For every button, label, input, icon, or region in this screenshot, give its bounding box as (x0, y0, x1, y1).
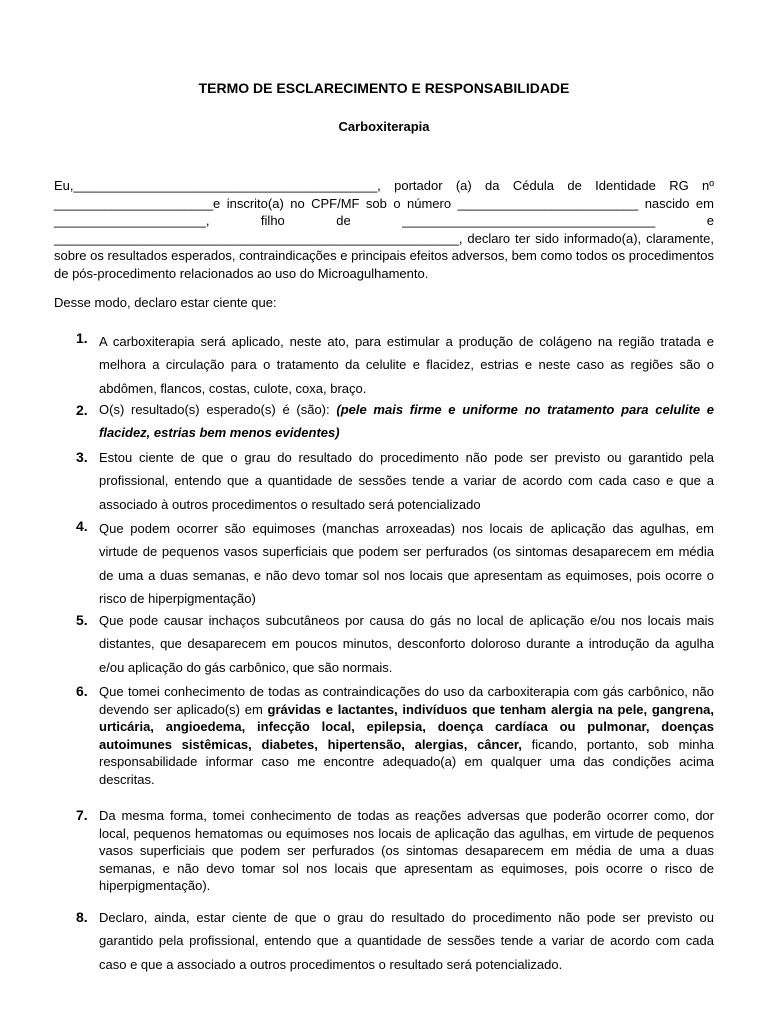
item-text-content: Que tomei conhecimento de todas as contraindicações do uso da carboxiterapia com gás carbônico, não devendo ser aplicado(s) em (99, 684, 714, 717)
item-number: 8. (76, 909, 88, 925)
item-bold-contraindications: grávidas e lactantes, indivíduos que tenham alergia na pele, gangrena, urticária, angioedema, infecção local, epilepsia, doença cardíaca ou pulmonar, doenças autoimunes sistêmicas, diabetes, hipertensão, alergias, câncer, (99, 701, 715, 752)
item-text (99, 517, 714, 610)
item-text-content: Declaro, ainda, estar ciente de que o grau do resultado do procedimento não pode ser previsto ou garantido pela profissional, entendo que a quantidade de sessões tende a variar de acordo com cada caso e que a associado a outros procedimentos o resultado será potencializado. (99, 910, 714, 972)
item-number: 2. (76, 402, 88, 418)
item-text-content: Que pode causar inchaços subcutâneos por causa do gás no local de aplicação e/ou nos locais mais distantes, que desaparecem em poucos minutos, desconforto doloroso durante a introdução da agulha e/ou aplicação do gás carbônico, que são normais. (99, 613, 714, 675)
item-text (99, 807, 714, 895)
item-text (99, 330, 714, 400)
item-number: 6. (76, 683, 88, 699)
item-number: 3. (76, 449, 88, 465)
item-number: 4. (76, 518, 88, 534)
item-text-content: Da mesma forma, tomei conhecimento de todas as reações adversas que poderão ocorrer como, dor local, pequenos hematomas ou equimoses nos locais de aplicação das agulhas, em virtude de pequenos vasos superficiais que podem ser perfurados (os sintomas desaparecem em média de uma a duas semanas, e não devo tomar sol nos locais que apresentam as equimoses, pois ocorre o risco de hiperpigmentação). (99, 808, 714, 894)
lead-sentence: Desse modo, declaro estar ciente que: (54, 295, 277, 310)
item-text (99, 609, 714, 679)
item-text-content: Estou ciente de que o grau do resultado do procedimento não pode ser previsto ou garantido pela profissional, entendo que a quantidade de sessões tende a variar de acordo com cada caso e que a associado à outros procedimentos o resultado será potencializado (99, 450, 714, 512)
item-emphasis: (pele mais firme e uniforme no tratamento para celulite e flacidez, estrias bem menos evidentes) (99, 402, 715, 441)
item-text (99, 446, 714, 516)
document-subtitle: Carboxiterapia (338, 119, 430, 134)
item-number: 1. (76, 330, 88, 346)
item-text-continuation: ficando, portanto, sob minha responsabilidade informar caso me encontre adequado(a) em qualquer uma das condições acima descritas. (99, 736, 714, 787)
item-number: 7. (76, 807, 88, 823)
item-text (99, 683, 714, 789)
item-text (99, 398, 714, 445)
item-text-content: Que podem ocorrer são equimoses (manchas arroxeadas) nos locais de aplicação das agulhas, em virtude de pequenos vasos superficiais que podem ser perfurados (os sintomas desaparecem em média de uma a duas semanas, e não devo tomar sol nos locais que apresentam as equimoses, pois ocorre o risco de hiperpigmentação) (99, 521, 714, 606)
document-title: TERMO DE ESCLARECIMENTO E RESPONSABILIDADE (198, 80, 570, 96)
item-number: 5. (76, 612, 88, 628)
item-text-content: A carboxiterapia será aplicado, neste ato, para estimular a produção de colágeno na região tratada e melhora a circulação para o tratamento da celulite e flacidez, estrias e neste caso as regiões são o abdômen, flancos, costas, culote, coxa, braço. (99, 334, 714, 396)
item-text-content: O(s) resultado(s) esperado(s) é (são): (99, 402, 337, 417)
item-text (99, 906, 714, 976)
declaration-paragraph: Eu,__________________________________________, portador (a) da Cédula de Identidade RG nº ______________________e inscrito(a) no CPF/MF sob o número _________________________ nascido em _____________________, filho de ___________________________________ e ________________________________________________________, declaro ter sido informado(a), claramente, sobre os resultados esperados, contraindicações e principais efeitos adversos, bem como todos os procedimentos de pós-procedimento relacionados ao uso do Microagulhamento. (54, 178, 714, 281)
